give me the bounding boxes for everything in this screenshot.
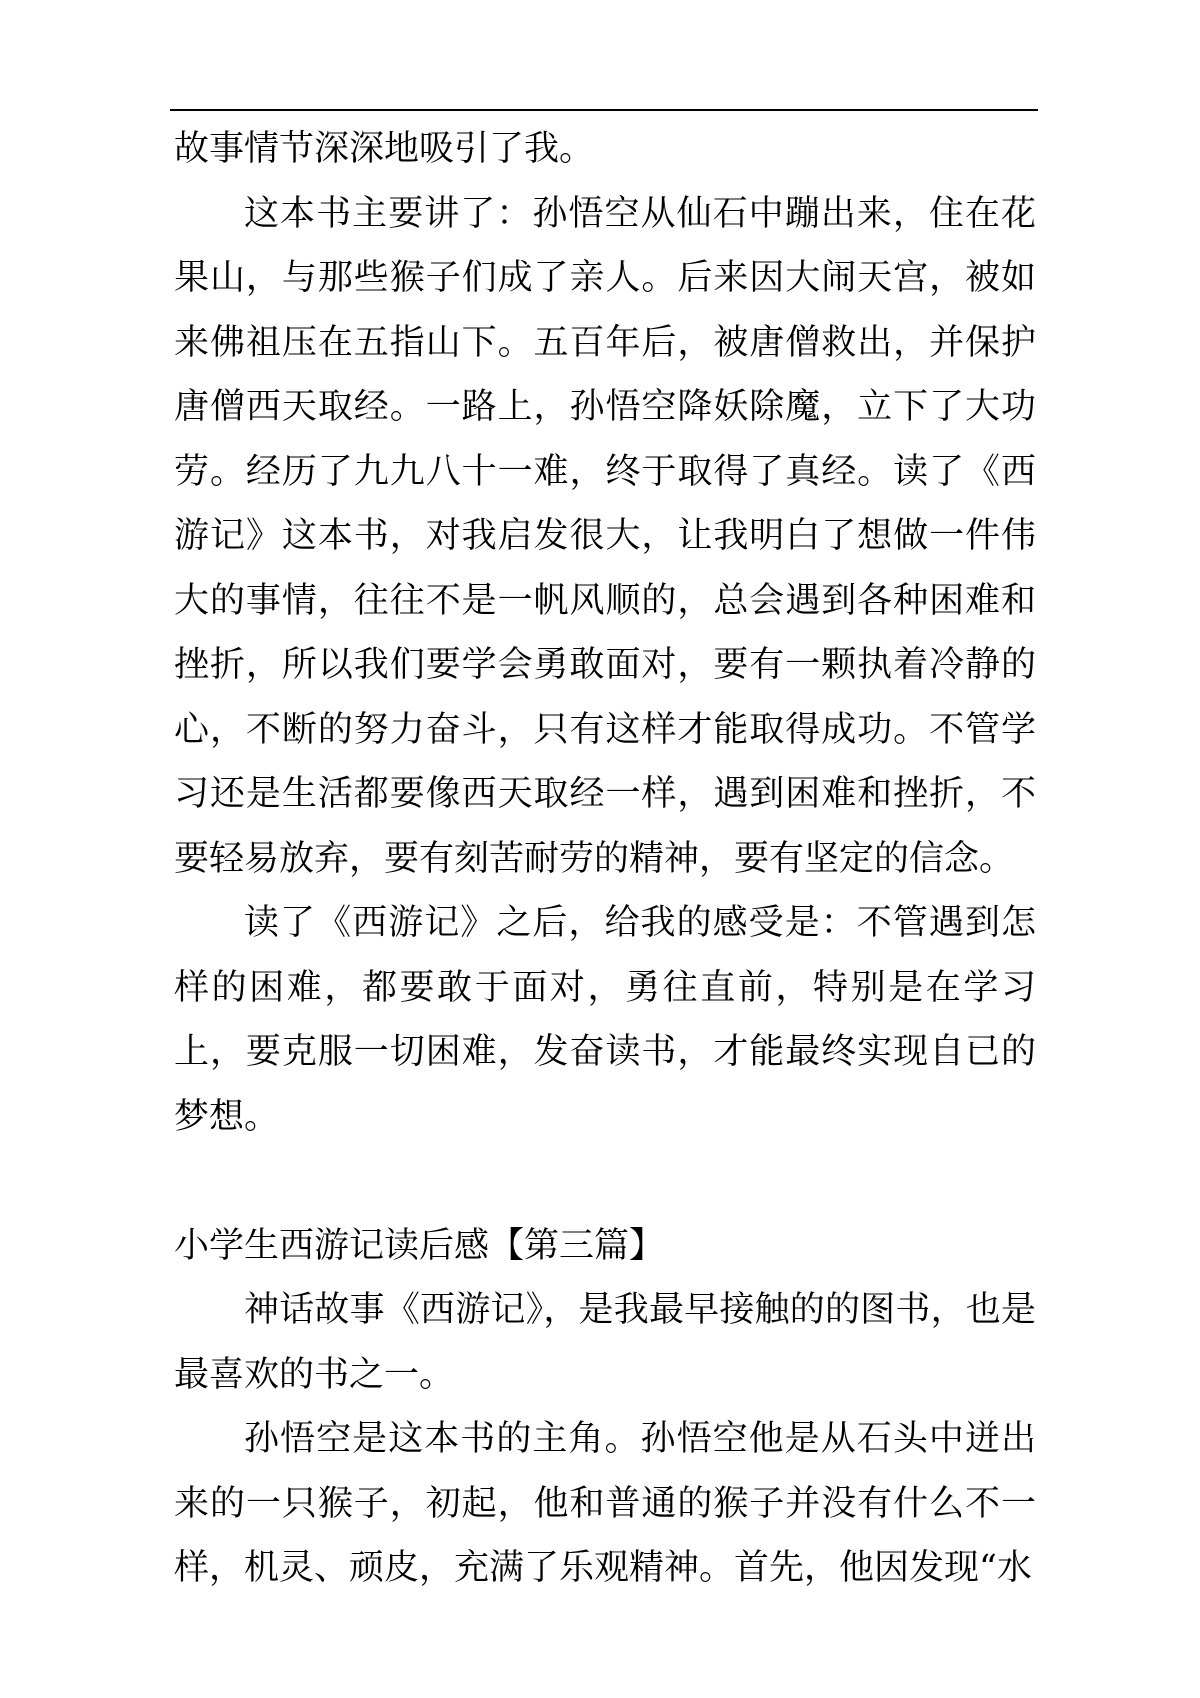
section-title: 小学生西游记读后感【第三篇】 <box>174 1225 665 1266</box>
document-body <box>174 117 1036 1601</box>
paragraph-feeling: 读了《西游记》之后，给我的感受是：不管遇到怎样的困难，都要敢于面对，勇往直前，特别是在学习上，要克服一切困难，发奋读书，才能最终实现自已的梦想。 <box>174 903 1036 1137</box>
paragraph-summary: 这本书主要讲了：孙悟空从仙石中蹦出来，住在花果山，与那些猴子们成了亲人。后来因大闹天宫，被如来佛祖压在五指山下。五百年后，被唐僧救出，并保护唐僧西天取经。一路上，孙悟空降妖除魔，立下了大功劳。经历了九九八十一难，终于取得了真经。读了《西游记》这本书，对我启发很大，让我明白了想做一件伟大的事情，往往不是一帆风顺的，总会遇到各种困难和挫折，所以我们要学会勇敢面对，要有一颗执着冷静的心，不断的努力奋斗，只有这样才能取得成功。不管学习还是生活都要像西天取经一样，遇到困难和挫折，不要轻易放弃，要有刻苦耐劳的精神，要有坚定的信念。 <box>174 193 1036 879</box>
section-paragraph-protagonist: 孙悟空是这本书的主角。孙悟空他是从石头中迸出来的一只猴子，初起，他和普通的猴子并没有什么不一样，机灵、顽皮，充满了乐观精神。首先，他因发现“水 <box>174 1419 1036 1588</box>
paragraph-gap <box>174 1149 1036 1214</box>
paragraph-continuation: 故事情节深深地吸引了我。 <box>174 129 595 169</box>
header-rule <box>170 109 1038 111</box>
section-paragraph-intro: 神话故事《西游记》，是我最早接触的的图书，也是最喜欢的书之一。 <box>174 1290 1036 1395</box>
